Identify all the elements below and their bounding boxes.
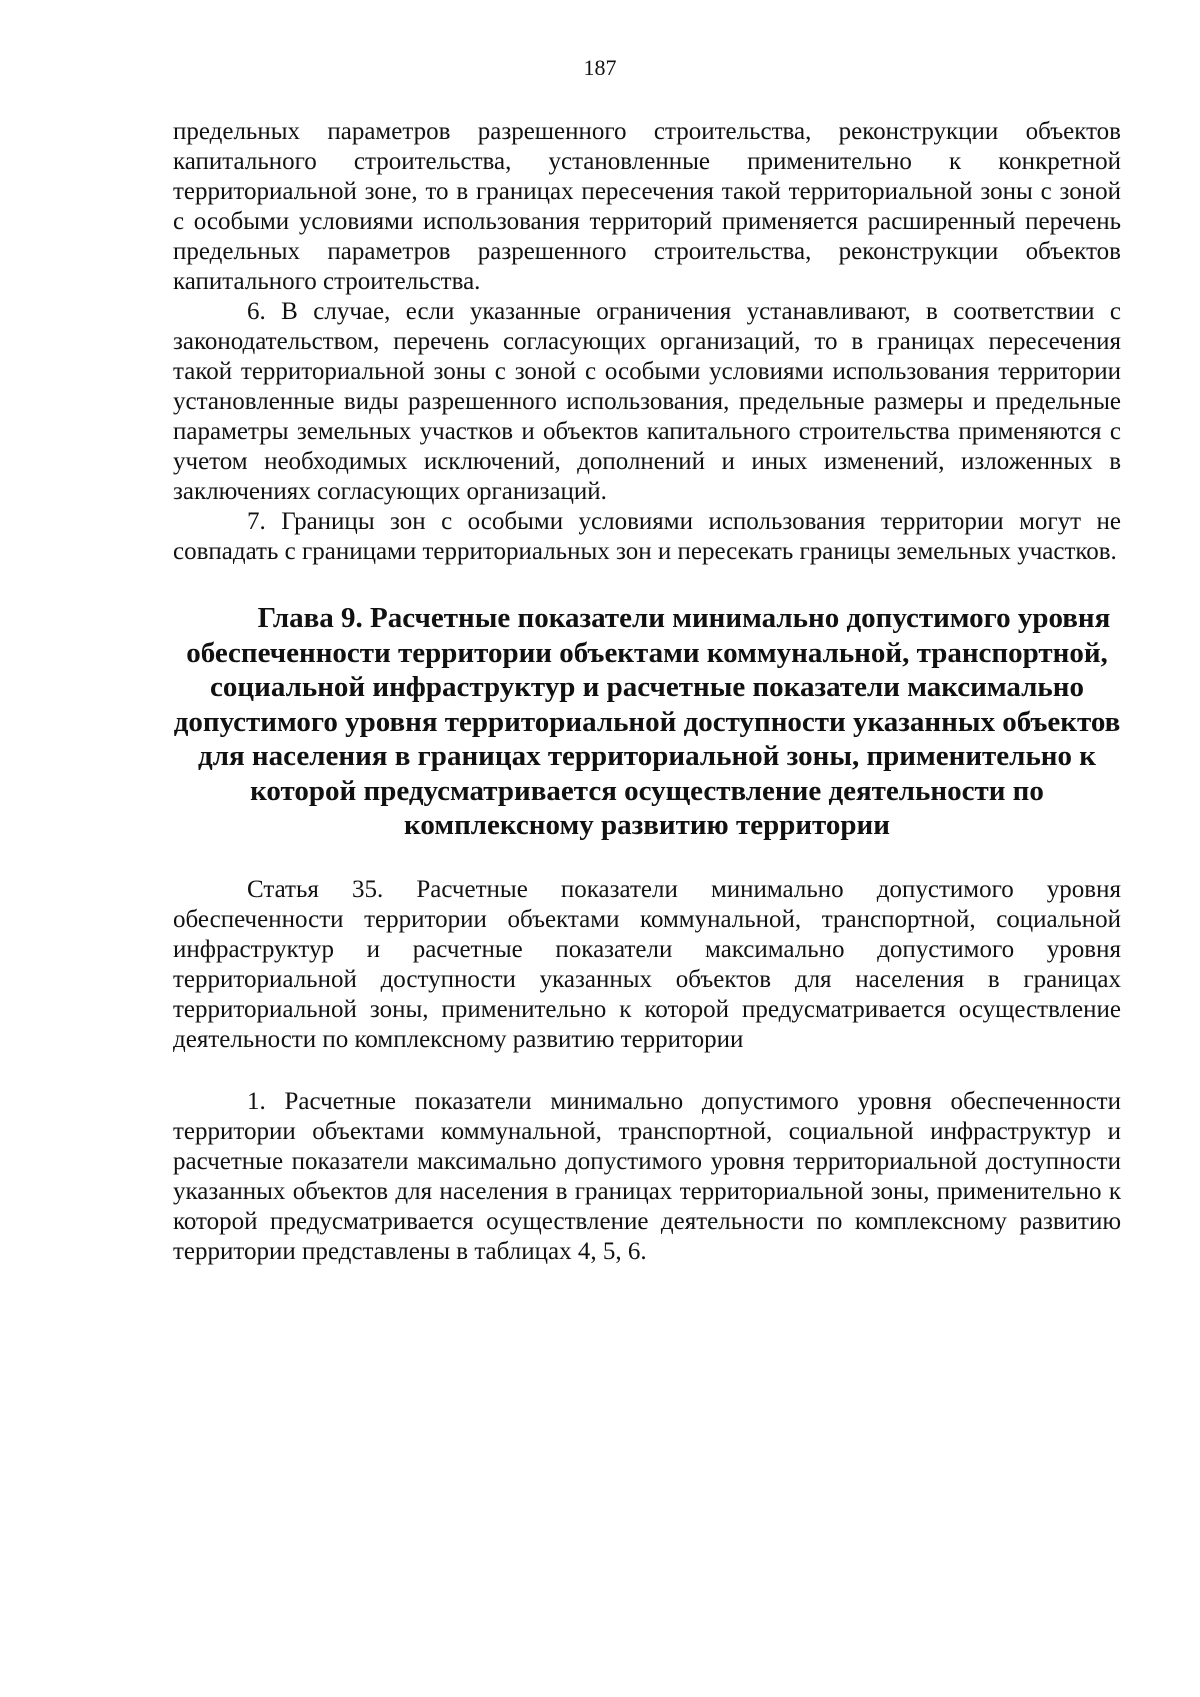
- article-item-1: 1. Расчетные показатели минимально допустимого уровня обеспеченности территории объектами коммунальной, транспортной, социальной инфраструктур и расчетные показатели максимально допустимого уровня территориальной доступности указанных объектов для населения в границах территориальной зоны, применительно к которой предусматривается осуществление деятельности по комплексному развитию территории представлены в таблицах 4, 5, 6.: [173, 1087, 1121, 1265]
- document-body: [173, 117, 1121, 1267]
- page-number: 187: [583, 55, 617, 80]
- chapter-heading: [173, 601, 1121, 843]
- paragraph-item-7: 7. Границы зон с особыми условиями использования территории могут не совпадать с границами территориальных зон и пересекать границы земельных участков.: [173, 508, 1121, 565]
- paragraph-item-6: 6. В случае, если указанные ограничения устанавливают, в соответствии с законодательством, перечень согласующих организаций, то в границах пересечения такой территориальной зоны с зоной с особыми условиями использования территории установленные виды разрешенного использования, предельные размеры и предельные параметры земельных участков и объектов капитального строительства применяются с учетом необходимых исключений, дополнений и иных изменений, изложенных в заключениях согласующих организаций.: [173, 298, 1121, 505]
- article-heading: Статья 35. Расчетные показатели минимально допустимого уровня обеспеченности территории объектами коммунальной, транспортной, социальной инфраструктур и расчетные показатели максимально допустимого уровня территориальной доступности указанных объектов для населения в границах территориальной зоны, применительно к которой предусматривается осуществление деятельности по комплексному развитию территории: [173, 875, 1121, 1053]
- paragraph-continuation: предельных параметров разрешенного строительства, реконструкции объектов капитального строительства, установленные применительно к конкретной территориальной зоне, то в границах пересечения такой территориальной зоны с зоной с особыми условиями использования территорий применяется расширенный перечень предельных параметров разрешенного строительства, реконструкции объектов капитального строительства.: [173, 118, 1121, 295]
- chapter-heading-text: Глава 9. Расчетные показатели минимально допустимого уровня обеспеченности территории объектами коммунальной, транспортной, социальной инфраструктур и расчетные показатели максимально допустимого уровня территориальной доступности указанных объектов для населения в границах территориальной зоны, применительно к которой предусматривается осуществление деятельности по комплексному развитию территории: [173, 602, 1121, 841]
